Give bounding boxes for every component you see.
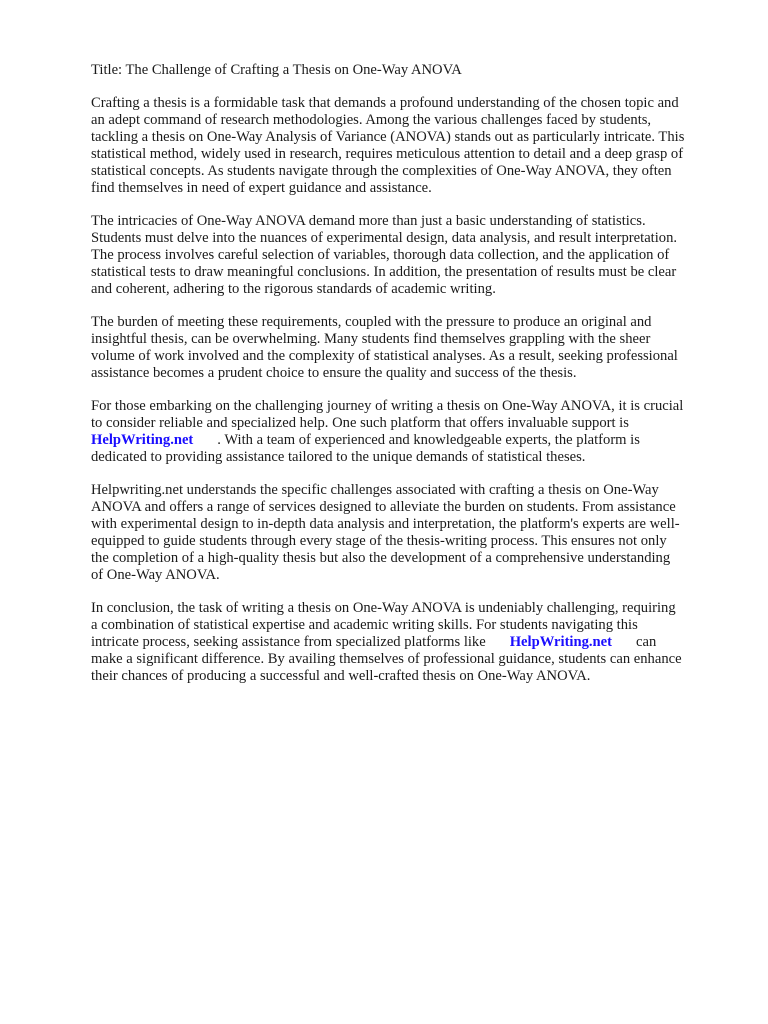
text-line: to consider reliable and specialized help. One such platform that offers invaluable support is: [91, 415, 629, 431]
paragraph-4: [91, 398, 731, 466]
text-line: In conclusion, the task of writing a thesis on One-Way ANOVA is undeniably challenging, requiring: [91, 600, 676, 616]
text-line: Crafting a thesis is a formidable task that demands a profound understanding of the chosen topic and: [91, 95, 679, 111]
paragraph-3: [91, 314, 731, 382]
text-line: equipped to guide students through every stage of the thesis-writing process. This ensures not only: [91, 533, 667, 549]
paragraph-5: [91, 482, 731, 584]
text-line: a combination of statistical expertise and academic writing skills. For students navigating this: [91, 617, 638, 633]
text-line: statistical concepts. As students navigate through the complexities of One-Way ANOVA, they often: [91, 163, 672, 179]
text-line: statistical tests to draw meaningful conclusions. In addition, the presentation of results must be clear: [91, 264, 677, 280]
text-fragment: can: [636, 634, 657, 650]
text-line: their chances of producing a successful and well-crafted thesis on One-Way ANOVA.: [91, 668, 591, 684]
document-body: [91, 62, 731, 701]
text-line: statistical method, widely used in research, requires meticulous attention to detail and a deep grasp of: [91, 146, 684, 162]
text-fragment: . With a team of experienced and knowledgeable experts, the platform is: [217, 432, 640, 448]
text-line: an adept command of research methodologies. Among the various challenges faced by students,: [91, 112, 652, 128]
paragraph-6: [91, 600, 731, 685]
text-line: The burden of meeting these requirements, coupled with the pressure to produce an original and: [91, 314, 652, 330]
helpwriting-link[interactable]: HelpWriting.net: [91, 432, 194, 448]
text-line: the completion of a high-quality thesis but also the development of a comprehensive understanding: [91, 550, 671, 566]
text-line: The process involves careful selection of variables, thorough data collection, and the application of: [91, 247, 670, 263]
paragraph-2: [91, 213, 731, 298]
text-line: find themselves in need of expert guidance and assistance.: [91, 180, 432, 196]
text-line: and coherent, adhering to the rigorous standards of academic writing.: [91, 281, 496, 297]
text-line-with-link: [91, 432, 731, 449]
text-line: Helpwriting.net understands the specific challenges associated with crafting a thesis on One-Way: [91, 482, 659, 498]
paragraph-1: [91, 95, 731, 197]
text-line: The intricacies of One-Way ANOVA demand more than just a basic understanding of statistics.: [91, 213, 646, 229]
text-fragment: intricate process, seeking assistance from specialized platforms like: [91, 634, 486, 650]
text-line: ANOVA and offers a range of services designed to alleviate the burden on students. From assistance: [91, 499, 676, 515]
text-line: with experimental design to in-depth data analysis and interpretation, the platform's experts are well-: [91, 516, 680, 532]
text-line: make a significant difference. By availing themselves of professional guidance, students can enhance: [91, 651, 682, 667]
text-line-with-link: [91, 634, 731, 651]
text-line: of One-Way ANOVA.: [91, 567, 220, 583]
text-line: dedicated to providing assistance tailored to the unique demands of statistical theses.: [91, 449, 586, 465]
text-line: Students must delve into the nuances of experimental design, data analysis, and result interpretation.: [91, 230, 678, 246]
text-line: tackling a thesis on One-Way Analysis of Variance (ANOVA) stands out as particularly intricate. This: [91, 129, 685, 145]
text-line: assistance becomes a prudent choice to ensure the quality and success of the thesis.: [91, 365, 577, 381]
helpwriting-link[interactable]: HelpWriting.net: [509, 634, 612, 650]
text-line: volume of work involved and the complexity of statistical analyses. As a result, seeking professional: [91, 348, 678, 364]
text-line: For those embarking on the challenging journey of writing a thesis on One-Way ANOVA, it is crucial: [91, 398, 684, 414]
text-line: insightful thesis, can be overwhelming. Many students find themselves grappling with the sheer: [91, 331, 651, 347]
page-title: Title: The Challenge of Crafting a Thesis on One-Way ANOVA: [91, 62, 462, 78]
